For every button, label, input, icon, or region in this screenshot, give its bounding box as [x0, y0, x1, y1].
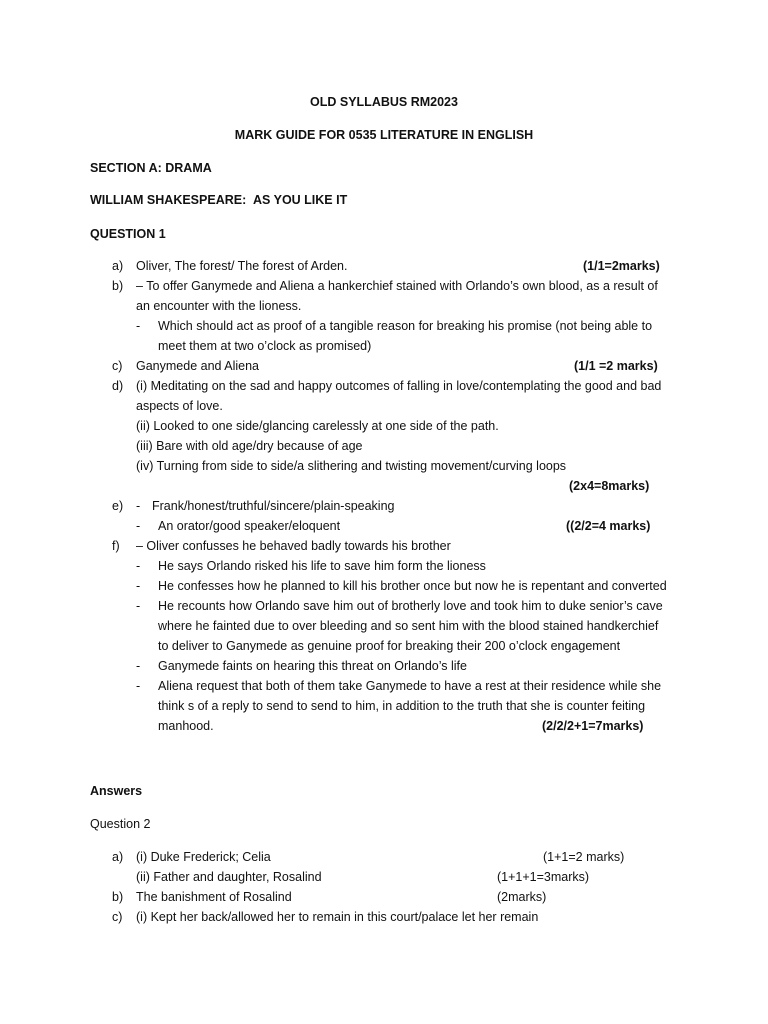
- guide-title: MARK GUIDE FOR 0535 LITERATURE IN ENGLISH: [234, 128, 534, 142]
- answer-d-line-3: (ii) Looked to one side/glancing carelessly at one side of the path.: [136, 419, 499, 433]
- answer-d-line-4: (iii) Bare with old age/dry because of age: [136, 439, 363, 453]
- answer-f-point-5c: manhood.: [158, 719, 214, 733]
- item-label-b: b): [112, 279, 124, 293]
- marks-2a-2: (1+1+1=3marks): [497, 870, 590, 884]
- answer-b-sub-2: meet them at two o’clock as promised): [158, 339, 372, 353]
- bullet-dash: -: [136, 499, 141, 513]
- syllabus-title: OLD SYLLABUS RM2023: [310, 95, 458, 109]
- bullet-dash: -: [136, 659, 141, 673]
- bullet-dash: -: [136, 319, 141, 333]
- answer-f-point-5a: Aliena request that both of them take Ganymede to have a rest at their residence while she: [158, 679, 662, 693]
- answer-e-line-2: An orator/good speaker/eloquent: [158, 519, 341, 533]
- marks-c: (1/1 =2 marks): [574, 359, 658, 373]
- answer-f-point-3c: to deliver to Ganymede as genuine proof for breaking their 200 o’clock engagement: [158, 639, 621, 653]
- answer-a: Oliver, The forest/ The forest of Arden.: [136, 259, 348, 273]
- item-label-e: e): [112, 499, 124, 513]
- item-label-a: a): [112, 259, 124, 273]
- answer-f-point-3a: He recounts how Orlando save him out of brotherly love and took him to duke senior’s cave: [158, 599, 663, 613]
- marks-e: ((2/2=4 marks): [566, 519, 651, 533]
- item-label-d: d): [112, 379, 124, 393]
- marks-a: (1/1=2marks): [583, 259, 660, 273]
- bullet-dash: -: [136, 519, 141, 533]
- answer-c: Ganymede and Aliena: [136, 359, 260, 373]
- answer-f-point-5b: think s of a reply to send to send to him, in addition to the truth that she is counter feiting: [158, 699, 646, 713]
- play-title: AS YOU LIKE IT: [253, 193, 348, 207]
- marks-2b: (2marks): [497, 890, 547, 904]
- item-label-c: c): [112, 359, 123, 373]
- answer-d-line-5: (iv) Turning from side to side/a slithering and twisting movement/curving loops: [136, 459, 567, 473]
- item-label-f: f): [112, 539, 120, 553]
- section-heading: SECTION A: DRAMA: [90, 161, 212, 175]
- item-label-a: a): [112, 850, 124, 864]
- bullet-dash: -: [136, 579, 141, 593]
- bullet-dash: -: [136, 599, 141, 613]
- item-label-c: c): [112, 910, 123, 924]
- answer-f-point-2: He confesses how he planned to kill his brother once but now he is repentant and converted: [158, 579, 667, 593]
- answer-d-line-1: (i) Meditating on the sad and happy outcomes of falling in love/contemplating the good and bad: [136, 379, 662, 393]
- answer-e-line-1: Frank/honest/truthful/sincere/plain-speaking: [152, 499, 395, 513]
- bullet-dash: -: [136, 559, 141, 573]
- bullet-dash: -: [136, 679, 141, 693]
- answer-f-point-3b: where he fainted due to over bleeding and so sent him with the blood stained handkerchief: [158, 619, 659, 633]
- answer-f-point-1: He says Orlando risked his life to save him form the lioness: [158, 559, 486, 573]
- answers-heading: Answers: [90, 784, 143, 798]
- answer-2b: The banishment of Rosalind: [136, 890, 292, 904]
- answer-2a-line-1: (i) Duke Frederick; Celia: [136, 850, 271, 864]
- marks-f: (2/2/2+1=7marks): [542, 719, 644, 733]
- answer-b-line-1: – To offer Ganymede and Aliena a hankerchief stained with Orlando’s own blood, as a result of: [136, 279, 658, 293]
- answer-b-line-2: an encounter with the lioness.: [136, 299, 302, 313]
- item-label-b: b): [112, 890, 124, 904]
- answer-2c: (i) Kept her back/allowed her to remain in this court/palace let her remain: [136, 910, 539, 924]
- question-2-heading: Question 2: [90, 817, 151, 831]
- marks-d: (2x4=8marks): [569, 479, 650, 493]
- marks-2a-1: (1+1=2 marks): [543, 850, 625, 864]
- answer-d-line-2: aspects of love.: [136, 399, 223, 413]
- answer-2a-line-2: (ii) Father and daughter, Rosalind: [136, 870, 322, 884]
- answer-f-intro: – Oliver confusses he behaved badly towards his brother: [136, 539, 451, 553]
- author-label: WILLIAM SHAKESPEARE:: [90, 193, 247, 207]
- question-1-heading: QUESTION 1: [90, 227, 166, 241]
- answer-f-point-4: Ganymede faints on hearing this threat on Orlando’s life: [158, 659, 467, 673]
- answer-b-sub-1: Which should act as proof of a tangible reason for breaking his promise (not being able to: [158, 319, 653, 333]
